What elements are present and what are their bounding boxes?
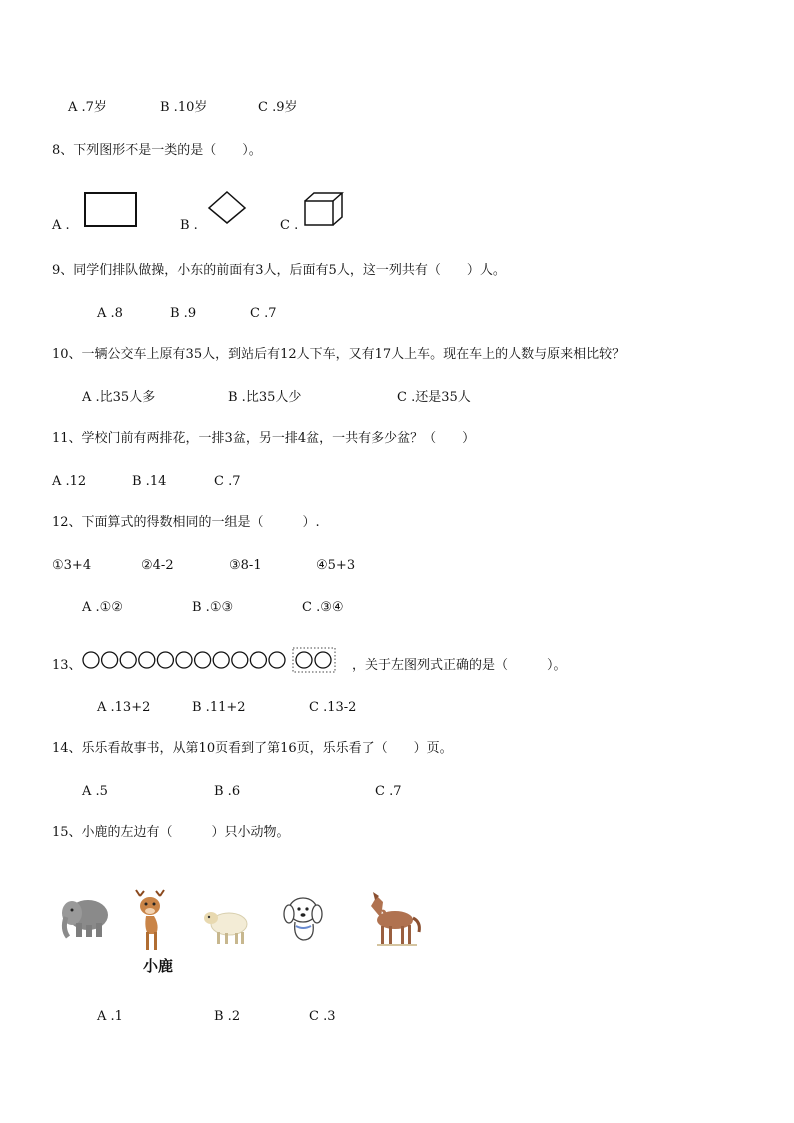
q11-option-b: B .14 <box>132 474 167 489</box>
q15-option-a: A .1 <box>97 1009 123 1024</box>
q10-option-b: B .比35人少 <box>228 390 302 405</box>
q9-text: 9、同学们排队做操，小东的前面有3人，后面有5人，这一列共有（ ）人。 <box>52 263 506 278</box>
q14-option-c: C .7 <box>375 784 402 799</box>
circle <box>250 652 266 668</box>
q7-option-c: C .9岁 <box>258 100 298 115</box>
rectangle-icon <box>84 192 138 228</box>
q12-item-3: ③8-1 <box>229 558 262 573</box>
q9-option-c: C .7 <box>250 306 277 321</box>
sheep-icon <box>201 904 253 946</box>
circle <box>83 652 99 668</box>
circle <box>213 652 229 668</box>
q12-item-4: ④5+3 <box>316 558 356 573</box>
q15-option-b: B .2 <box>214 1009 241 1024</box>
q7-option-b: B .10岁 <box>160 100 208 115</box>
circle <box>195 652 211 668</box>
deer-icon <box>128 890 174 954</box>
q14-option-b: B .6 <box>214 784 241 799</box>
q12-option-b: B .①③ <box>192 600 234 615</box>
q11-option-a: A .12 <box>52 474 87 489</box>
q10-option-c: C .还是35人 <box>397 390 471 405</box>
q12-item-2: ②4-2 <box>141 558 174 573</box>
q9-option-b: B .9 <box>170 306 197 321</box>
q12-option-c: C .③④ <box>302 600 344 615</box>
cube-icon <box>304 192 346 228</box>
q7-option-a: A .7岁 <box>68 100 107 115</box>
horse-icon <box>363 888 423 948</box>
q10-text: 10、一辆公交车上原有35人，到站后有12人下车，又有17人上车。现在车上的人数与原来相比较？ <box>52 347 626 362</box>
circle <box>120 652 136 668</box>
q14-text: 14、乐乐看故事书，从第10页看到了第16页，乐乐看了（ ）页。 <box>52 741 453 756</box>
dotted-box <box>293 648 335 672</box>
q12-text: 12、下面算式的得数相同的一组是（ ）. <box>52 515 320 530</box>
circle <box>157 652 173 668</box>
q14-option-a: A .5 <box>82 784 108 799</box>
circle <box>139 652 155 668</box>
q12-option-a: A .①② <box>82 600 123 615</box>
circle <box>269 652 285 668</box>
q13-option-b: B .11+2 <box>192 700 246 715</box>
dog-icon <box>279 892 331 944</box>
circle-removed <box>296 652 312 668</box>
circles-figure <box>82 646 342 674</box>
q13-number: 13、 <box>52 658 82 673</box>
q9-option-a: A .8 <box>97 306 123 321</box>
elephant-icon <box>58 895 112 943</box>
q13-option-c: C .13-2 <box>309 700 357 715</box>
q12-item-1: ①3+4 <box>52 558 92 573</box>
q8-option-b: B . <box>180 218 198 233</box>
q13-option-a: A .13+2 <box>97 700 151 715</box>
q13-text: ，关于左图列式正确的是（ ）。 <box>352 658 567 673</box>
diamond-icon <box>207 191 247 225</box>
q8-option-a: A . <box>52 218 70 233</box>
q15-text: 15、小鹿的左边有（ ）只小动物。 <box>52 825 290 840</box>
circle <box>176 652 192 668</box>
q8-text: 8、下列图形不是一类的是（ ）。 <box>52 143 262 158</box>
q15-option-c: C .3 <box>309 1009 336 1024</box>
deer-label: 小鹿 <box>143 957 174 975</box>
circle-removed <box>315 652 331 668</box>
q8-option-c: C . <box>280 218 299 233</box>
circle <box>232 652 248 668</box>
circle <box>102 652 118 668</box>
q11-text: 11、学校门前有两排花，一排3盆，另一排4盆，一共有多少盆？（ ） <box>52 431 476 446</box>
q10-option-a: A .比35人多 <box>82 390 156 405</box>
q11-option-c: C .7 <box>214 474 241 489</box>
